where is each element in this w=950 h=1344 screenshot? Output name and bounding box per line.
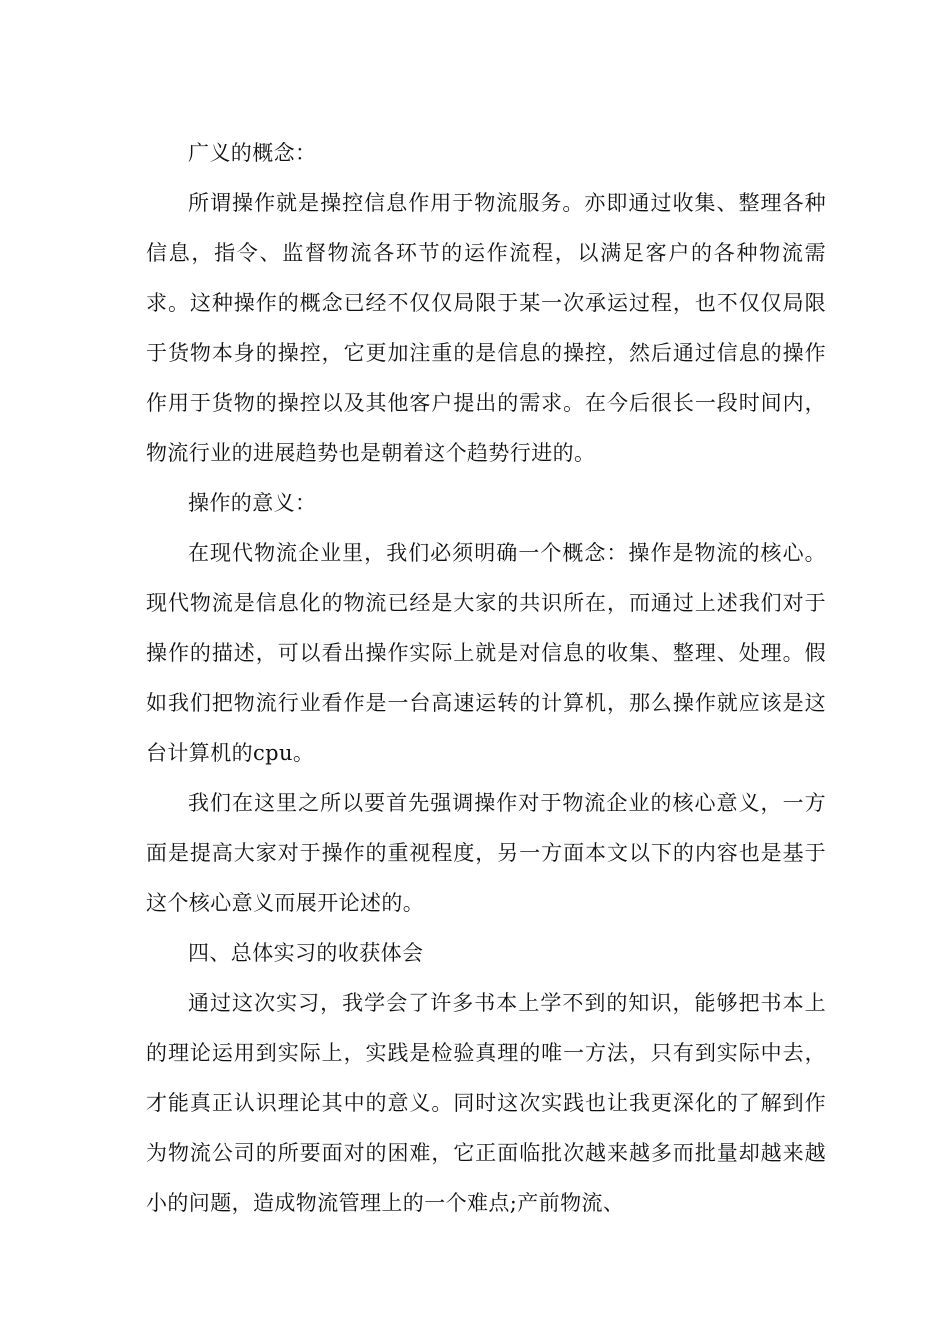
paragraph-operation-core: 在现代物流企业里，我们必须明确一个概念：操作是物流的核心。现代物流是信息化的物流已经是大家的共识所在，而通过上述我们对于操作的描述，可以看出操作实际上就是对信息的收集、整理、处理。假如我们把物流行业看作是一台高速运转的计算机，那么操作就应该是这台计算机的cpu。 [146,541,826,765]
paragraph-emphasis: 我们在这里之所以要首先强调操作对于物流企业的核心意义，一方面是提高大家对于操作的重视程度，另一方面本文以下的内容也是基于这个核心意义而展开论述的。 [146,791,826,915]
paragraph-operation-definition: 所谓操作就是操控信息作用于物流服务。亦即通过收集、整理各种信息，指令、监督物流各环节的运作流程，以满足客户的各种物流需求。这种操作的概念已经不仅仅局限于某一次承运过程，也不仅仅局限于货物本身的操控，它更加注重的是信息的操控，然后通过信息的操作作用于货物的操控以及其他客户提出的需求。在今后很长一段时间内，物流行业的进展趋势也是朝着这个趋势行进的。 [146,191,826,465]
paragraph-internship-gains: 通过这次实习，我学会了许多书本上学不到的知识，能够把书本上的理论运用到实际上，实践是检验真理的唯一方法，只有到实际中去，才能真正认识理论其中的意义。同时这次实践也让我更深化的了解到作为物流公司的所要面对的困难，它正面临批次越来越多而批量却越来越小的问题，造成物流管理上的一个难点;产前物流、 [146,991,826,1215]
heading-broad-concept: 广义的概念： [188,141,317,165]
section-heading-internship-gains: 四、总体实习的收获体会 [188,941,424,965]
document-body [146,128,826,1228]
heading-operation-significance: 操作的意义： [188,491,317,515]
